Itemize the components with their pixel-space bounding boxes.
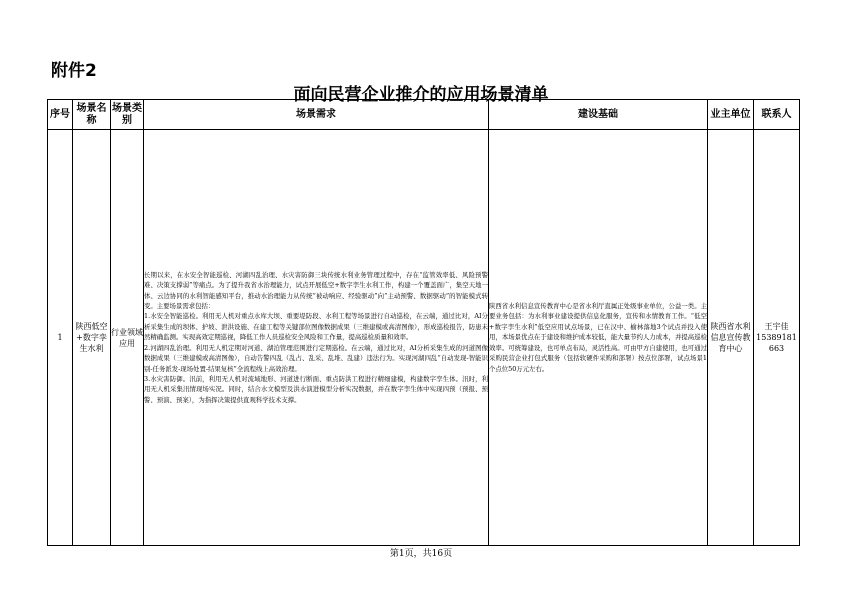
page-footer: 第1页，共16页: [389, 549, 453, 559]
scenario-table: [47, 99, 800, 546]
contact-name: 王宇佳: [764, 322, 789, 331]
cell-seq: 1: [48, 130, 73, 546]
cell-demand: [144, 130, 489, 546]
header-contact: 联系人: [754, 100, 800, 130]
demand-item-1: 1.水安全智能巡检。利用无人机对重点水库大坝、重要堤防段、水利工程等场景进行自动巡检，在云端，通过比对，AI分析采集生成的坝体、护坡、泄洪设施、在建工程等关键部位图像数据成果（三维建模或高清图像），形成巡检报告，防患未然精确监测。实现高效定期巡视，降低工作人员巡检安全风险和工作量，提高巡检质量和效率。: [144, 312, 488, 342]
cell-owner: 陕西省水利信息宣传教育中心: [708, 130, 754, 546]
contact-phone: 15389181663: [756, 333, 797, 353]
table-row: [48, 130, 800, 546]
header-scene-name: 场景名称: [73, 100, 111, 130]
header-basis: 建设基础: [489, 100, 708, 130]
cell-scene-name: 陕西低空+数字孪生水利: [73, 130, 111, 546]
table-header-row: [48, 100, 800, 130]
cell-basis: 陕西省水利信息宣传教育中心是省水利厅直属正处级事业单位，公益一类。主要业务包括：为水利事业建设提供信息化服务，宣传和水情教育工作。“低空+数字孪生水利”低空应用试点场景，已在汉中、榆林落地3个试点并投入使用，本场景优点在于建设和维护成本较低，能大量节约人力成本，并提高巡检效率。可统筹建设，也可单点布局，灵活性高。可由甲方自建使用，也可通过采购民营企业打包式服务（包括软硬件采购和部署）按点位部署，试点场景1个点位50万元左右。: [489, 130, 708, 546]
demand-item-2: 2.河湖四乱治理。利用无人机定期对河道、湖泊管理范围进行定期巡检。在云端，通过比对，AI分析采集生成的河道图像数据成果（三维建模或高清图像），自动告警四乱（乱占、乱采、乱堆、乱建）违法行为。实现河湖四乱“自动发现-智能识别-任务派发-现场处置-结果复核”全流程线上高效治理。: [144, 343, 488, 373]
demand-item-3: 3.水灾害防御。汛前，利用无人机对流域地形、河道进行断面、重点防洪工程进行精细建模，构建数字孪生体。汛时，利用无人机采集汛情现场实况。同时，结合水文模型及洪水演进模型分析实况数据，并在数字孪生体中实现四预（预报、预警、预演、预案），为指挥决策提供直观科学技术支撑。: [144, 374, 488, 404]
header-demand: 场景需求: [144, 100, 489, 130]
header-seq: 序号: [48, 100, 73, 130]
attachment-label: 附件2: [51, 61, 97, 81]
header-scene-type: 场景类别: [111, 100, 144, 130]
header-owner: 业主单位: [708, 100, 754, 130]
cell-scene-type: 行业领域应用: [111, 130, 144, 546]
demand-intro: 长期以来，在水安全智能巡检、河湖四乱治理、水灾害防御三块传统水利业务管理过程中，存在“监管效率低、风险预警难、决策支撑弱”等痛点。为了提升我省水治理能力，试点开展低空+数字孪生水利工作，构建一个覆盖面广，集空天地一体、云边协同的水利智能感知平台，推动水治理能力从传统“被动响应、经验驱动”向“主动预警、数据驱动”的智能模式转变。主要场景需求包括：: [144, 270, 488, 311]
document-title: 面向民营企业推介的应用场景清单: [293, 85, 549, 105]
cell-contact: [754, 130, 800, 546]
